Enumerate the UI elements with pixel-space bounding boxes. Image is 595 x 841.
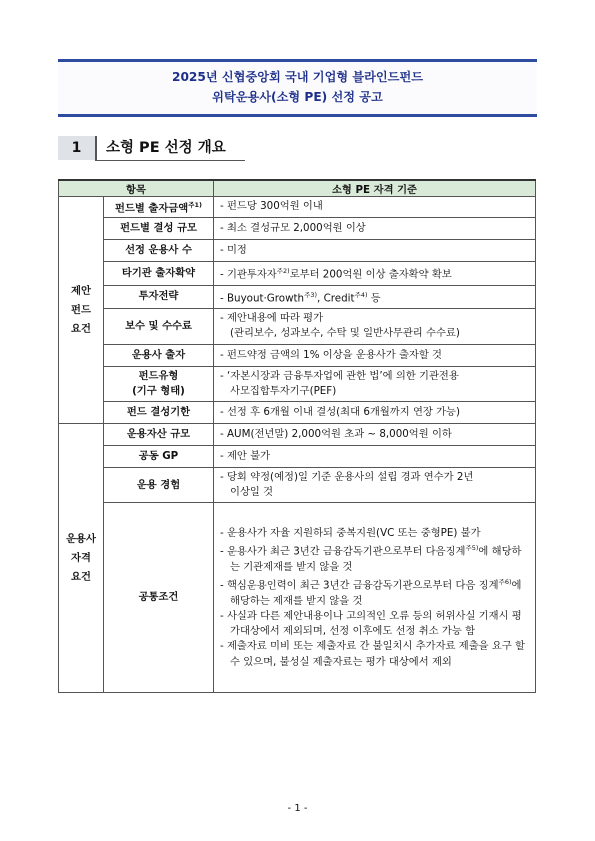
criteria-cell	[214, 424, 536, 446]
criteria-cell	[214, 446, 536, 468]
item-line: 보수 및 수수료	[125, 319, 192, 332]
criteria-cell	[214, 468, 536, 503]
footnote-ref: 주2)	[276, 267, 290, 275]
criteria-bullet	[220, 526, 531, 541]
table-row	[59, 285, 536, 309]
title-line-1: 2025년 신협중앙회 국내 기업형 블라인드펀드	[171, 70, 424, 84]
text-run: - 사실과 다른 제안내용이나 고의적인 오류 등의 허위사실 기재시 평가대상에서 제외되며, 선정 이후에도 선정 취소 가능 함	[220, 609, 522, 638]
item-cell	[104, 197, 214, 218]
item-cell	[104, 424, 214, 446]
item-line: 공통조건	[138, 591, 179, 604]
item-cell	[104, 446, 214, 468]
section-heading	[58, 136, 537, 160]
item-line: (기구 형태)	[132, 384, 185, 397]
criteria-table	[58, 179, 536, 693]
criteria-cell	[214, 402, 536, 424]
section-title: 소형 PE 선정 개요	[106, 140, 226, 156]
criteria-line: - 펀드약정 금액의 1% 이상을 운용사가 출자할 것	[220, 348, 443, 361]
criteria-line: - 펀드당 300억원 이내	[220, 200, 323, 213]
criteria-cell	[214, 309, 536, 344]
criteria-line: (관리보수, 성과보수, 수탁 및 일반사무관리 수수료)	[230, 327, 460, 340]
criteria-cell	[214, 366, 536, 401]
table-row	[59, 262, 536, 286]
group-label-line: 자격	[71, 551, 91, 564]
group-label-line: 펀드	[71, 303, 91, 316]
text-run: - Buyout·Growth	[220, 292, 305, 305]
criteria-line: - AUM(전년말) 2,000억원 초과 ~ 8,000억원 이하	[220, 427, 452, 440]
criteria-bullet	[220, 575, 531, 609]
header-item: 항목	[59, 180, 214, 197]
text-run: - 핵심운용인력이 최근 3년간 금융감독기관으로부터 다음 징계	[220, 579, 499, 592]
criteria-line: - 당회 약정(예정)일 기준 운용사의 설립 경과 연수가 2년	[220, 471, 474, 484]
criteria-cell	[214, 262, 536, 286]
group-label-line: 운용사	[66, 532, 96, 545]
item-line	[106, 198, 211, 216]
criteria-cell	[214, 218, 536, 240]
group-label	[59, 424, 104, 693]
table-row	[59, 309, 536, 344]
criteria-bullet	[220, 609, 531, 639]
table-row	[59, 240, 536, 262]
item-cell	[104, 366, 214, 401]
title-line-2: 위탁운용사(소형 PE) 선정 공고	[212, 90, 383, 104]
group-label-line: 제안	[71, 284, 91, 297]
table-row	[59, 197, 536, 218]
item-cell	[104, 309, 214, 344]
criteria-bullet	[220, 541, 531, 575]
header-criteria: 소형 PE 자격 기준	[214, 180, 536, 197]
criteria-cell	[214, 285, 536, 309]
footnote-ref: 주1)	[188, 200, 202, 209]
group-label-line: 요건	[71, 570, 91, 583]
text-run: 에 해당하는 제재를 받지 않을 것	[230, 579, 522, 607]
table-row	[59, 218, 536, 240]
section-number: 1	[58, 136, 97, 160]
criteria-cell	[214, 503, 536, 693]
table-row	[59, 503, 536, 693]
item-line: 공동 GP	[138, 450, 179, 463]
text-run: - 제출자료 미비 또는 제출자료 간 불일치시 추가자료 제출을 요구 할 수 있으며, 불성실 제출자료는 평가 대상에서 제외	[220, 640, 526, 668]
item-line: 타기관 출자확약	[121, 266, 196, 279]
table-row	[59, 402, 536, 424]
item-line: 운용사 출자	[131, 348, 186, 361]
criteria-cell	[214, 344, 536, 366]
table-row	[59, 468, 536, 503]
criteria-line: - 미정	[220, 243, 247, 256]
item-line: 펀드유형	[138, 369, 179, 382]
table-row	[59, 344, 536, 366]
section-underline	[95, 160, 245, 161]
item-cell	[104, 240, 214, 262]
footnote-ref: 주6)	[498, 578, 512, 587]
item-cell	[104, 285, 214, 309]
item-cell	[104, 402, 214, 424]
item-line: 운용 경험	[136, 478, 181, 491]
footnote-ref: 주4)	[354, 290, 368, 299]
item-text: 펀드별 출자금액	[115, 202, 189, 215]
criteria-bullet	[220, 639, 531, 669]
text-run: - 운용사가 자율 지원하되 중복지원(VC 또는 중형PE) 불가	[220, 527, 481, 540]
criteria-line: - ‘자본시장과 금융투자업에 관한 법’에 의한 기관전용	[220, 369, 459, 382]
criteria-cell	[214, 240, 536, 262]
title-box	[58, 59, 537, 117]
criteria-line: 사모집합투자기구(PEF)	[230, 384, 337, 397]
text-run: 로부터 200억원 이상 출자확약 확보	[289, 268, 452, 281]
criteria-line: - 최소 결성규모 2,000억원 이상	[220, 221, 366, 234]
item-line: 펀드별 결성 규모	[120, 222, 197, 234]
item-line: 선정 운용사 수	[125, 244, 192, 256]
criteria-line: - 선정 후 6개월 이내 결성(최대 6개월까지 연장 가능)	[220, 405, 461, 418]
criteria-cell	[214, 197, 536, 218]
item-cell	[104, 218, 214, 240]
table-row	[59, 366, 536, 401]
criteria-line: - 제안 불가	[220, 449, 271, 462]
table-row	[59, 446, 536, 468]
item-cell	[104, 262, 214, 286]
text-run: - 운용사가 최근 3년간 금융감독기관으로부터 다음징계	[220, 545, 466, 558]
text-run: , Credit	[317, 292, 355, 305]
item-line: 운용자산 규모	[126, 428, 191, 441]
item-cell	[104, 468, 214, 503]
criteria-line: - 제안내용에 따라 평가	[220, 312, 324, 325]
item-line: 투자전략	[138, 290, 179, 303]
text-run: 등	[367, 292, 381, 305]
text-run: - 기관투자자	[220, 268, 277, 281]
footnote-ref: 주3)	[304, 290, 318, 299]
group-label-line: 요건	[71, 322, 91, 335]
item-cell	[104, 344, 214, 366]
criteria-line	[220, 264, 531, 283]
group-label	[59, 197, 104, 424]
item-line: 펀드 결성기한	[126, 406, 191, 419]
text-run: 에 해당하는 기관제재를 받지 않을 것	[230, 545, 522, 573]
footnote-ref: 주5)	[465, 544, 479, 553]
page-number: - 1 -	[287, 803, 308, 814]
criteria-line	[220, 288, 531, 307]
item-cell	[104, 503, 214, 693]
table-row	[59, 424, 536, 446]
criteria-line: 이상일 것	[230, 486, 274, 499]
